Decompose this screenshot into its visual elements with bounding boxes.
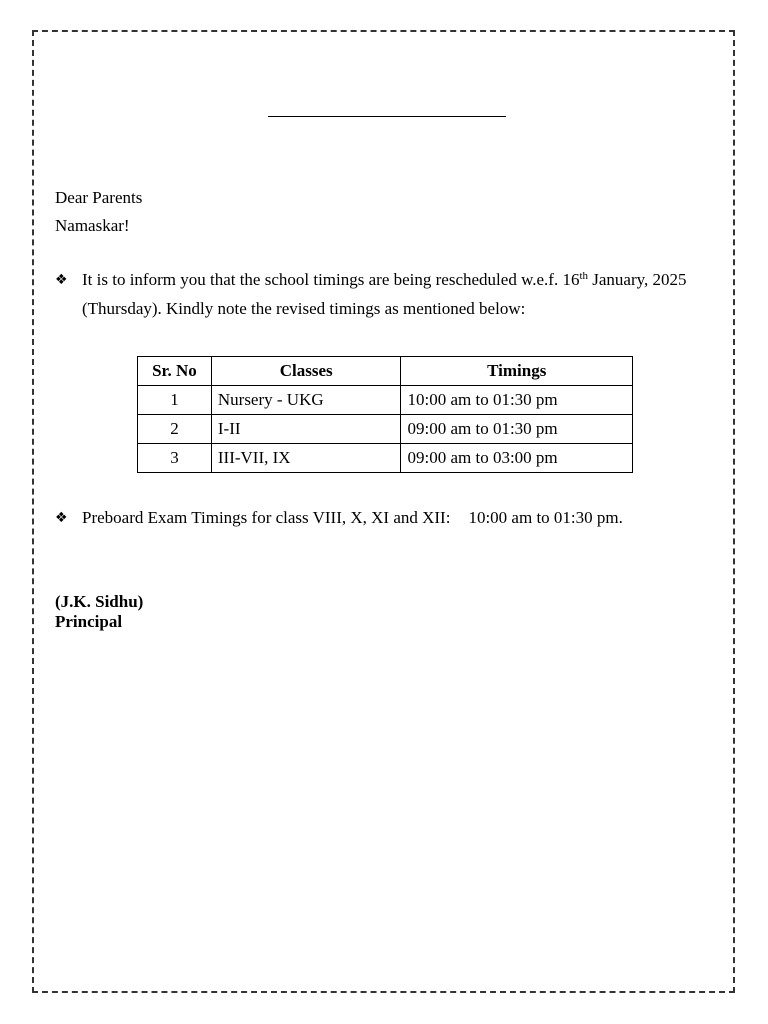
preboard-text bbox=[82, 508, 623, 528]
diamond-bullet-icon: ❖ bbox=[55, 272, 68, 288]
cell-classes: Nursery - UKG bbox=[211, 386, 401, 415]
cell-sr-no: 1 bbox=[138, 386, 212, 415]
cell-classes: I-II bbox=[211, 415, 401, 444]
cell-timings: 09:00 am to 03:00 pm bbox=[401, 444, 633, 473]
cell-timings: 09:00 am to 01:30 pm bbox=[401, 415, 633, 444]
preboard-time: 10:00 am to 01:30 pm. bbox=[468, 508, 623, 527]
header-sr-no: Sr. No bbox=[138, 357, 212, 386]
signatory-designation: Principal bbox=[55, 612, 123, 631]
diamond-bullet-icon: ❖ bbox=[55, 510, 68, 526]
cell-sr-no: 3 bbox=[138, 444, 212, 473]
header-timings: Timings bbox=[401, 357, 633, 386]
notice-text-line-1: It is to inform you that the school timings are being rescheduled w.e.f. 16th January, 2025 bbox=[82, 270, 687, 289]
table-row bbox=[138, 444, 633, 473]
cell-timings: 10:00 am to 01:30 pm bbox=[401, 386, 633, 415]
header-classes: Classes bbox=[211, 357, 401, 386]
title-underline bbox=[268, 116, 506, 117]
cell-sr-no: 2 bbox=[138, 415, 212, 444]
date-superscript: th bbox=[579, 270, 589, 282]
timings-table bbox=[137, 356, 633, 473]
greeting: Namaskar! bbox=[55, 216, 130, 235]
cell-classes: III-VII, IX bbox=[211, 444, 401, 473]
salutation: Dear Parents bbox=[55, 188, 143, 207]
notice-text-line-2: (Thursday). Kindly note the revised timings as mentioned below: bbox=[82, 299, 526, 318]
preboard-label: Preboard Exam Timings for class VIII, X, XI and XII: bbox=[82, 508, 451, 527]
table-header-row bbox=[138, 357, 633, 386]
signatory-name: (J.K. Sidhu) bbox=[55, 592, 144, 611]
table-row bbox=[138, 415, 633, 444]
table-row bbox=[138, 386, 633, 415]
